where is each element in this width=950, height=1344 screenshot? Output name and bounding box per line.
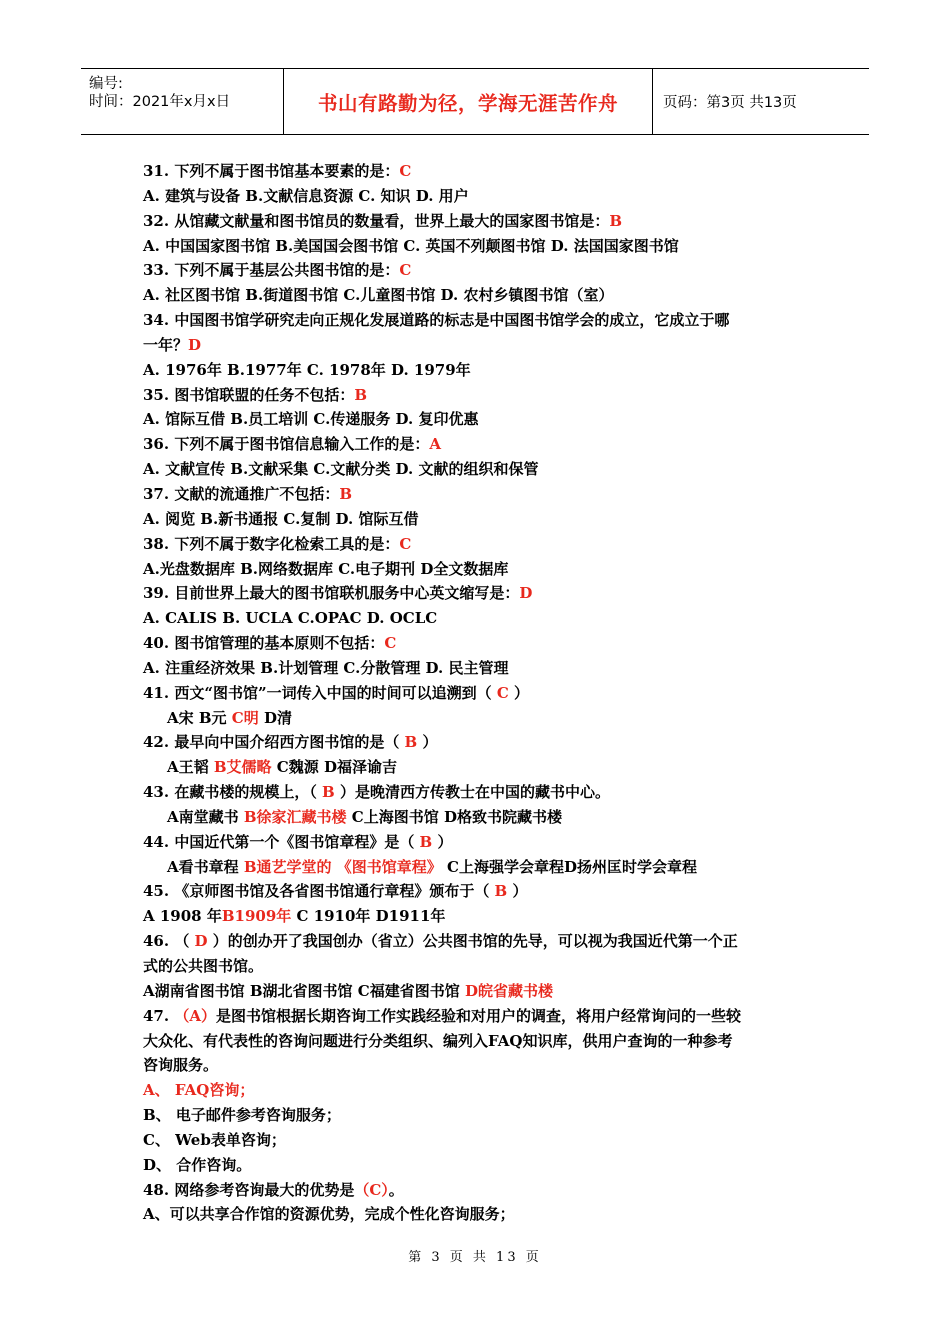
answer-text: C (399, 534, 412, 553)
line-text: ）是晚清西方传教士在中国的藏书中心。 (334, 783, 610, 802)
line-text: A. 文献宣传 B.文献采集 C.文献分类 D. 文献的组织和保管 (143, 460, 539, 479)
answer-text: C (496, 683, 509, 702)
text-line (143, 1202, 823, 1227)
text-line (143, 631, 823, 656)
header-motto: 书山有路勤为径，学海无涯苦作舟 (317, 91, 618, 115)
answer-text: B (322, 783, 335, 802)
line-text: 36. 下列不属于图书馆信息输入工作的是： (143, 435, 430, 454)
text-line (143, 581, 823, 606)
line-text: A. 社区图书馆 B.街道图书馆 C.儿童图书馆 D. 农村乡镇图书馆（室） (143, 286, 614, 305)
text-line (143, 308, 823, 333)
text-line (143, 855, 823, 880)
line-text: A湖南省图书馆 B湖北省图书馆 C福建省图书馆 (143, 981, 465, 1000)
line-text: A、可以共享合作馆的资源优势，完成个性化咨询服务； (143, 1205, 515, 1224)
text-line (143, 1153, 823, 1178)
text-line (143, 755, 823, 780)
line-text: A王韬 (167, 758, 214, 777)
line-text: A看书章程 (167, 857, 244, 876)
text-line (143, 805, 823, 830)
line-text: A. 中国国家图书馆 B.美国国会图书馆 C. 英国不列颠图书馆 D. 法国国家图书馆 (143, 236, 679, 255)
line-text: 39. 目前世界上最大的图书馆联机服务中心英文缩写是： (143, 584, 520, 603)
text-line (143, 159, 823, 184)
text-line (143, 979, 823, 1004)
line-text: A宋 B元 (167, 708, 232, 727)
answer-text: C (399, 162, 412, 180)
header-motto-cell (283, 69, 653, 134)
text-line (143, 258, 823, 283)
text-line (143, 730, 823, 755)
text-line (143, 432, 823, 457)
line-text: 。 (388, 1180, 404, 1199)
answer-text: A、 FAQ咨询； (143, 1081, 255, 1100)
page-footer: 第 3 页 共 13 页 (408, 1250, 542, 1265)
question-list (143, 159, 823, 1227)
line-text: A. 1976年 B.1977年 C. 1978年 D. 1979年 (143, 360, 471, 379)
answer-text: D (194, 932, 208, 951)
line-text: 35. 图书馆联盟的任务不包括： (143, 385, 355, 404)
line-text: A.光盘数据库 B.网络数据库 C.电子期刊 D全文数据库 (143, 559, 509, 578)
text-line (143, 954, 823, 979)
text-line (143, 209, 823, 234)
line-text: 46. （ (143, 932, 195, 951)
text-line (143, 532, 823, 557)
header-page-cell (653, 69, 869, 134)
answer-text: B通艺学堂的 《图书馆章程》 (243, 857, 442, 876)
line-text: 34. 中国图书馆学研究走向正规化发展道路的标志是中国图书馆学会的成立，它成立于哪 (143, 311, 730, 330)
line-text: 大众化、有代表性的咨询问题进行分类组织、编列入FAQ知识库，供用户查询的一种参考 (143, 1031, 733, 1050)
answer-text: B (354, 385, 368, 404)
text-line (143, 1178, 823, 1203)
answer-text: B (404, 733, 418, 752)
line-text: 31. 下列不属于图书馆基本要素的是： (143, 162, 400, 180)
header-page-code: 页码：第3页 共13页 (663, 95, 797, 111)
answer-text: B徐家汇藏书楼 (243, 807, 347, 826)
text-line (143, 457, 823, 482)
text-line (143, 283, 823, 308)
line-text: A. CALIS B. UCLA C.OPAC D. OCLC (143, 609, 438, 628)
line-text: ） (507, 882, 528, 901)
header-left-cell (81, 69, 283, 134)
line-text: ） (417, 733, 438, 752)
line-text: D清 (258, 708, 292, 727)
text-line (143, 333, 823, 358)
line-text: 37. 文献的流通推广不包括： (143, 484, 340, 503)
text-line (143, 879, 823, 904)
line-text: ）的创办开了我国创办（省立）公共图书馆的先导，可以视为我国近代第一个正 (207, 932, 738, 951)
line-text: B、 电子邮件参考咨询服务； (143, 1106, 341, 1125)
line-text: 48. 网络参考咨询最大的优势是 (143, 1180, 355, 1199)
line-text: C 1910年 D1911年 (291, 907, 446, 926)
answer-text: D皖省藏书楼 (464, 981, 553, 1000)
text-line (143, 383, 823, 408)
answer-text: A (429, 435, 441, 454)
line-text: 式的公共图书馆。 (143, 957, 264, 975)
answer-text: D (519, 584, 533, 603)
line-text: C上海图书馆 D格致书院藏书楼 (346, 807, 562, 826)
line-text: 38. 下列不属于数字化检索工具的是： (143, 534, 400, 553)
answer-text: C (399, 261, 412, 280)
line-text: A. 阅览 B.新书通报 C.复制 D. 馆际互借 (143, 509, 419, 528)
text-line (143, 1004, 823, 1029)
text-line (143, 830, 823, 855)
page-header (81, 68, 869, 135)
line-text: 32. 从馆藏文献量和图书馆员的数量看，世界上最大的国家图书馆是： (143, 211, 610, 230)
text-line (143, 1029, 823, 1054)
text-line (143, 358, 823, 383)
text-line (143, 507, 823, 532)
text-line (143, 184, 823, 209)
line-text: C上海强学会章程D扬州匡时学会章程 (441, 857, 697, 876)
text-line (143, 606, 823, 631)
line-text: 45. 《京师图书馆及各省图书馆通行章程》颁布于（ (143, 882, 495, 901)
line-text: C、 Web表单咨询； (143, 1130, 286, 1149)
text-line (143, 482, 823, 507)
line-text: 44. 中国近代第一个《图书馆章程》是（ (143, 832, 420, 851)
line-text: A. 馆际互借 B.员工培训 C.传递服务 D. 复印优惠 (143, 410, 479, 429)
line-text: 咨询服务。 (143, 1056, 219, 1075)
line-text: A南堂藏书 (167, 807, 244, 826)
answer-text: （A） (174, 1006, 216, 1025)
text-line (143, 1053, 823, 1078)
answer-text: B艾儒略 (213, 758, 272, 777)
line-text: 是图书馆根据长期咨询工作实践经验和对用户的调查，将用户经常询问的一些较 (215, 1006, 741, 1025)
line-text: 43. 在藏书楼的规模上，（ (143, 783, 323, 802)
line-text: ） (508, 683, 529, 702)
text-line (143, 234, 823, 259)
text-line (143, 557, 823, 582)
text-line (143, 929, 823, 954)
document-date-label: 时间：2021年x月x日 (89, 94, 231, 110)
line-text: ） (432, 832, 453, 851)
text-line (143, 904, 823, 929)
line-text: A. 建筑与设备 B.文献信息资源 C. 知识 D. 用户 (143, 186, 469, 205)
line-text: C魏源 D福泽谕吉 (271, 758, 397, 777)
text-line (143, 706, 823, 731)
text-line (143, 407, 823, 432)
answer-text: B (494, 882, 508, 901)
line-text: 一年？ (143, 335, 189, 354)
line-text: A. 注重经济效果 B.计划管理 C.分散管理 D. 民主管理 (143, 658, 509, 677)
text-line (143, 780, 823, 805)
answer-text: B (419, 832, 433, 851)
line-text: 42. 最早向中国介绍西方图书馆的是（ (143, 733, 405, 752)
answer-text: D (188, 335, 202, 354)
answer-text: B (609, 211, 623, 230)
line-text: 33. 下列不属于基层公共图书馆的是： (143, 261, 400, 280)
line-text: D、 合作咨询。 (143, 1155, 252, 1174)
text-line (143, 1078, 823, 1103)
text-line (143, 656, 823, 681)
answer-text: （C） (354, 1180, 389, 1199)
text-line (143, 1128, 823, 1153)
line-text: 40. 图书馆管理的基本原则不包括： (143, 634, 385, 653)
text-line (143, 681, 823, 706)
line-text: A 1908 年 (143, 907, 222, 926)
document-number-label: 编号: (89, 76, 123, 92)
line-text: 41. 西文“图书馆”一词传入中国的时间可以追溯到（ (143, 683, 497, 702)
answer-text: B1909年 (221, 907, 292, 926)
text-line (143, 1103, 823, 1128)
answer-text: B (339, 484, 353, 503)
answer-text: C (384, 634, 397, 653)
answer-text: C明 (231, 708, 259, 727)
line-text: 47. (143, 1006, 175, 1025)
